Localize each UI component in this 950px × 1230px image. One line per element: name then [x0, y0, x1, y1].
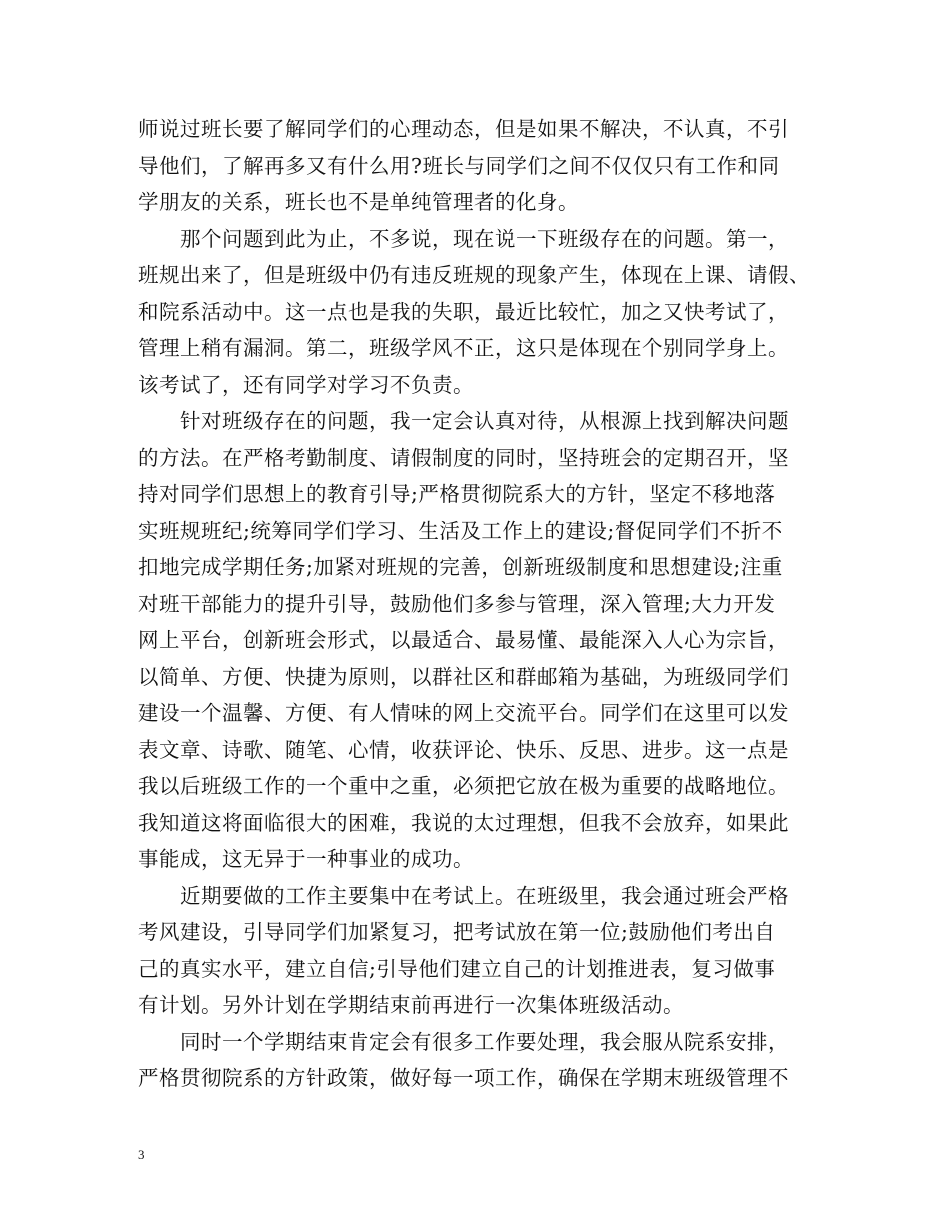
text-line: 扣地完成学期任务;加紧对班规的完善，创新班级制度和思想建设;注重 — [138, 555, 783, 579]
text-line: 针对班级存在的问题，我一定会认真对待，从根源上找到解决问题 — [138, 409, 789, 433]
text-line: 表文章、诗歌、随笔、心情，收获评论、快乐、反思、进步。这一点是 — [138, 737, 789, 762]
text-line: 该考试了，还有同学对学习不负责。 — [138, 372, 474, 397]
page-number: 3 — [138, 1147, 145, 1162]
text-line: 己的真实水平，建立自信;引导他们建立自己的计划推进表，复习做事 — [138, 956, 776, 981]
text-line: 师说过班长要了解同学们的心理动态，但是如果不解决，不认真，不引 — [138, 117, 789, 141]
text-line: 以简单、方便、快捷为原则，以群社区和群邮箱为基础，为班级同学们 — [138, 664, 789, 689]
document-body — [138, 111, 818, 1097]
text-line: 建设一个温馨、方便、有人情味的网上交流平台。同学们在这里可以发 — [138, 701, 789, 725]
text-line: 和院系活动中。这一点也是我的失职，最近比较忙，加之又快考试了， — [138, 299, 789, 324]
text-line: 有计划。另外计划在学期结束前再进行一次集体班级活动。 — [138, 993, 684, 1017]
text-line: 管理上稍有漏洞。第二，班级学风不正，这只是体现在个别同学身上。 — [138, 336, 789, 360]
text-line: 考风建设，引导同学们加紧复习，把考试放在第一位;鼓励他们考出自 — [138, 920, 776, 944]
text-line: 持对同学们思想上的教育引导;严格贯彻院系大的方针，坚定不移地落 — [138, 482, 776, 506]
text-line: 网上平台，创新班会形式，以最适合、最易懂、最能深入人心为宗旨， — [138, 628, 789, 652]
text-line: 班规出来了，但是班级中仍有违反班规的现象产生，体现在上课、请假、 — [138, 263, 810, 287]
text-line: 的方法。在严格考勤制度、请假制度的同时，坚持班会的定期召开，坚 — [138, 445, 789, 470]
text-line: 学朋友的关系，班长也不是单纯管理者的化身。 — [138, 190, 579, 214]
text-line: 事能成，这无异于一种事业的成功。 — [138, 847, 474, 871]
text-line: 近期要做的工作主要集中在考试上。在班级里，我会通过班会严格 — [138, 883, 789, 908]
text-line: 导他们，了解再多又有什么用?班长与同学们之间不仅仅只有工作和同 — [138, 153, 780, 178]
text-line: 严格贯彻院系的方针政策，做好每一项工作，确保在学期末班级管理不 — [138, 1066, 789, 1090]
text-line: 对班干部能力的提升引导，鼓励他们多参与管理，深入管理;大力开发 — [138, 591, 776, 616]
text-line: 我知道这将面临很大的困难，我说的太过理想，但我不会放弃，如果此 — [138, 810, 789, 835]
text-line: 同时一个学期结束肯定会有很多工作要处理，我会服从院系安排， — [138, 1029, 789, 1054]
text-line: 那个问题到此为止，不多说，现在说一下班级存在的问题。第一， — [138, 226, 789, 251]
text-line: 我以后班级工作的一个重中之重，必须把它放在极为重要的战略地位。 — [138, 774, 789, 798]
text-line: 实班规班纪;统筹同学们学习、生活及工作上的建设;督促同学们不折不 — [138, 518, 783, 543]
